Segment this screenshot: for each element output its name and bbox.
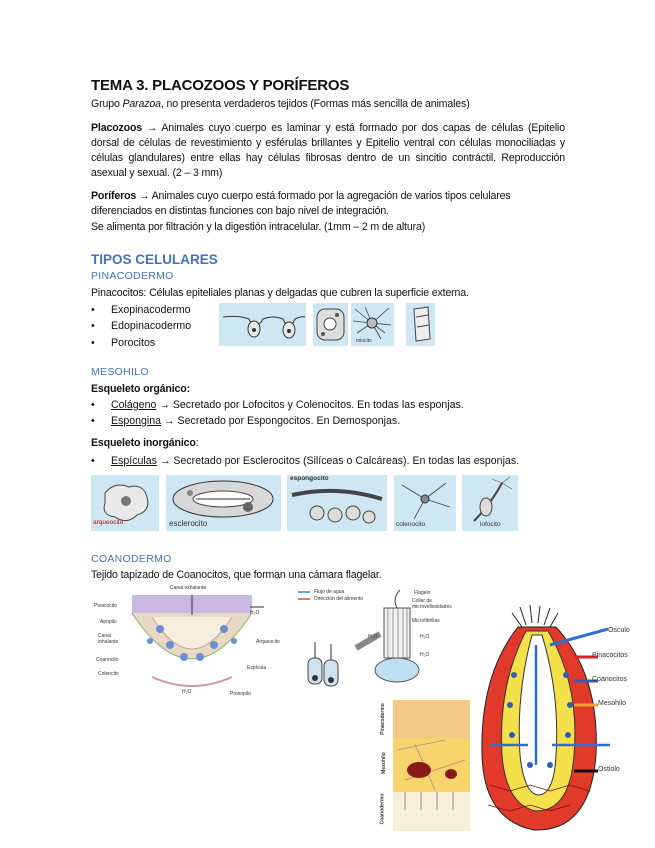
layer-label: Mesohilo <box>380 752 387 774</box>
diagram-label: H₂O <box>368 634 378 640</box>
archaeocyte-label: arqueocito <box>93 519 124 526</box>
placozoos-term: Placozoos → <box>91 122 158 134</box>
diagram-label: Canal inhalante <box>98 633 119 645</box>
diagram-label: Apopilo <box>100 619 117 625</box>
pinacodermo-heading: PINACODERMO <box>91 270 174 282</box>
diagram-label: Mesohilo <box>598 700 627 707</box>
diagram-label: Flujo de agua <box>314 589 345 595</box>
page-title: TEMA 3. PLACOZOOS Y PORÍFEROS <box>91 77 350 94</box>
diagram-label: Ostiolo <box>598 766 620 773</box>
porocyte-figure <box>313 303 348 346</box>
diagram-label: Prosopilo <box>230 691 251 697</box>
diagram-label: Microfibrillas <box>412 618 440 624</box>
collencyte-label: colenocito <box>396 521 426 528</box>
diagram-label: Arqueocito <box>256 639 280 645</box>
tipos-heading: TIPOS CELULARES <box>91 252 218 267</box>
myocyte-label: miocito <box>356 338 372 344</box>
archaeocyte-figure <box>91 475 159 531</box>
diagram-label: Flagelo <box>414 590 431 596</box>
sponge-body-diagram <box>470 605 645 832</box>
myocyte-figure <box>351 303 394 346</box>
organic-skeleton-heading: Esqueleto orgánico: <box>91 383 190 395</box>
lophocyte-figure <box>462 475 518 531</box>
poriferos-line2: Se alimenta por filtración y la digestión intracelular. (1mm – 2 m de altura) <box>91 221 426 233</box>
lophocyte-label: lofocito <box>480 521 501 528</box>
choanocyte-diagram <box>296 588 452 703</box>
coanodermo-heading: COANODERMO <box>91 553 172 565</box>
pinacodermo-desc: Pinacocitos: Células epiteliales planas y delgadas que cubren la superficie externa. <box>91 287 469 299</box>
sclerocyte-figure <box>166 475 281 531</box>
poriferos-term: Poríferos → <box>91 190 150 202</box>
cell-figure <box>406 303 435 346</box>
diagram-label: H₂O <box>182 689 192 695</box>
collencyte-figure <box>394 475 456 531</box>
diagram-label: H₂O <box>420 634 430 640</box>
poriferos-paragraph: Poríferos → Animales cuyo cuerpo está formado por la agregación de varios tipos celulares diferenciados en distintas funciones con bajo nivel de integración. <box>91 190 511 217</box>
inorganic-skeleton-heading: Esqueleto inorgánico: <box>91 437 199 449</box>
diagram-label: Dirección del alimento <box>314 596 364 602</box>
diagram-label: Coanocitos <box>592 676 628 683</box>
mesohilo-heading: MESOHILO <box>91 366 149 378</box>
diagram-label: Collar de microvellosidades <box>412 598 452 610</box>
tissue-layers-diagram <box>375 700 470 831</box>
diagram-label: H₂O <box>250 610 260 616</box>
diagram-label: Canal exhalante <box>170 585 207 591</box>
sclerocyte-label: esclerocito <box>169 519 208 528</box>
diagram-label: Pinacocitos <box>592 652 628 659</box>
spongocyte-figure <box>287 475 387 531</box>
exopinacocyte-figure <box>219 303 306 346</box>
diagram-label: Osculo <box>608 627 630 634</box>
diagram-label: Coanocito <box>96 657 119 663</box>
layer-label: Coanodermo <box>379 793 386 825</box>
intro-line: Grupo Parazoa, no presenta verdaderos tejidos (Formas más sencilla de animales) <box>91 98 470 110</box>
diagram-label: Espícula <box>247 665 267 671</box>
diagram-label: Colencito <box>98 671 119 677</box>
coanodermo-desc: Tejido tapizado de Coanocitos, que forman una cámara flagelar. <box>91 569 382 581</box>
diagram-label: H₂O <box>420 652 430 658</box>
flagellar-chamber-diagram <box>92 585 292 703</box>
layer-label: Pinacodermo <box>379 703 386 735</box>
placozoos-paragraph: Placozoos → Animales cuyo cuerpo es laminar y está formado por dos capas de células (Epitelio dorsal de células de revestimiento y esférulas brillantes y Epitelio ventral con células monociliadas y células glandulares) entre ellas hay células fibrosas dentro de un sincitio contráctil. Reproducción asexual y sexual. (2 – 3 mm) <box>91 122 565 179</box>
spongocyte-label: espongocito <box>290 475 329 482</box>
diagram-label: Pinacocito <box>94 603 118 609</box>
